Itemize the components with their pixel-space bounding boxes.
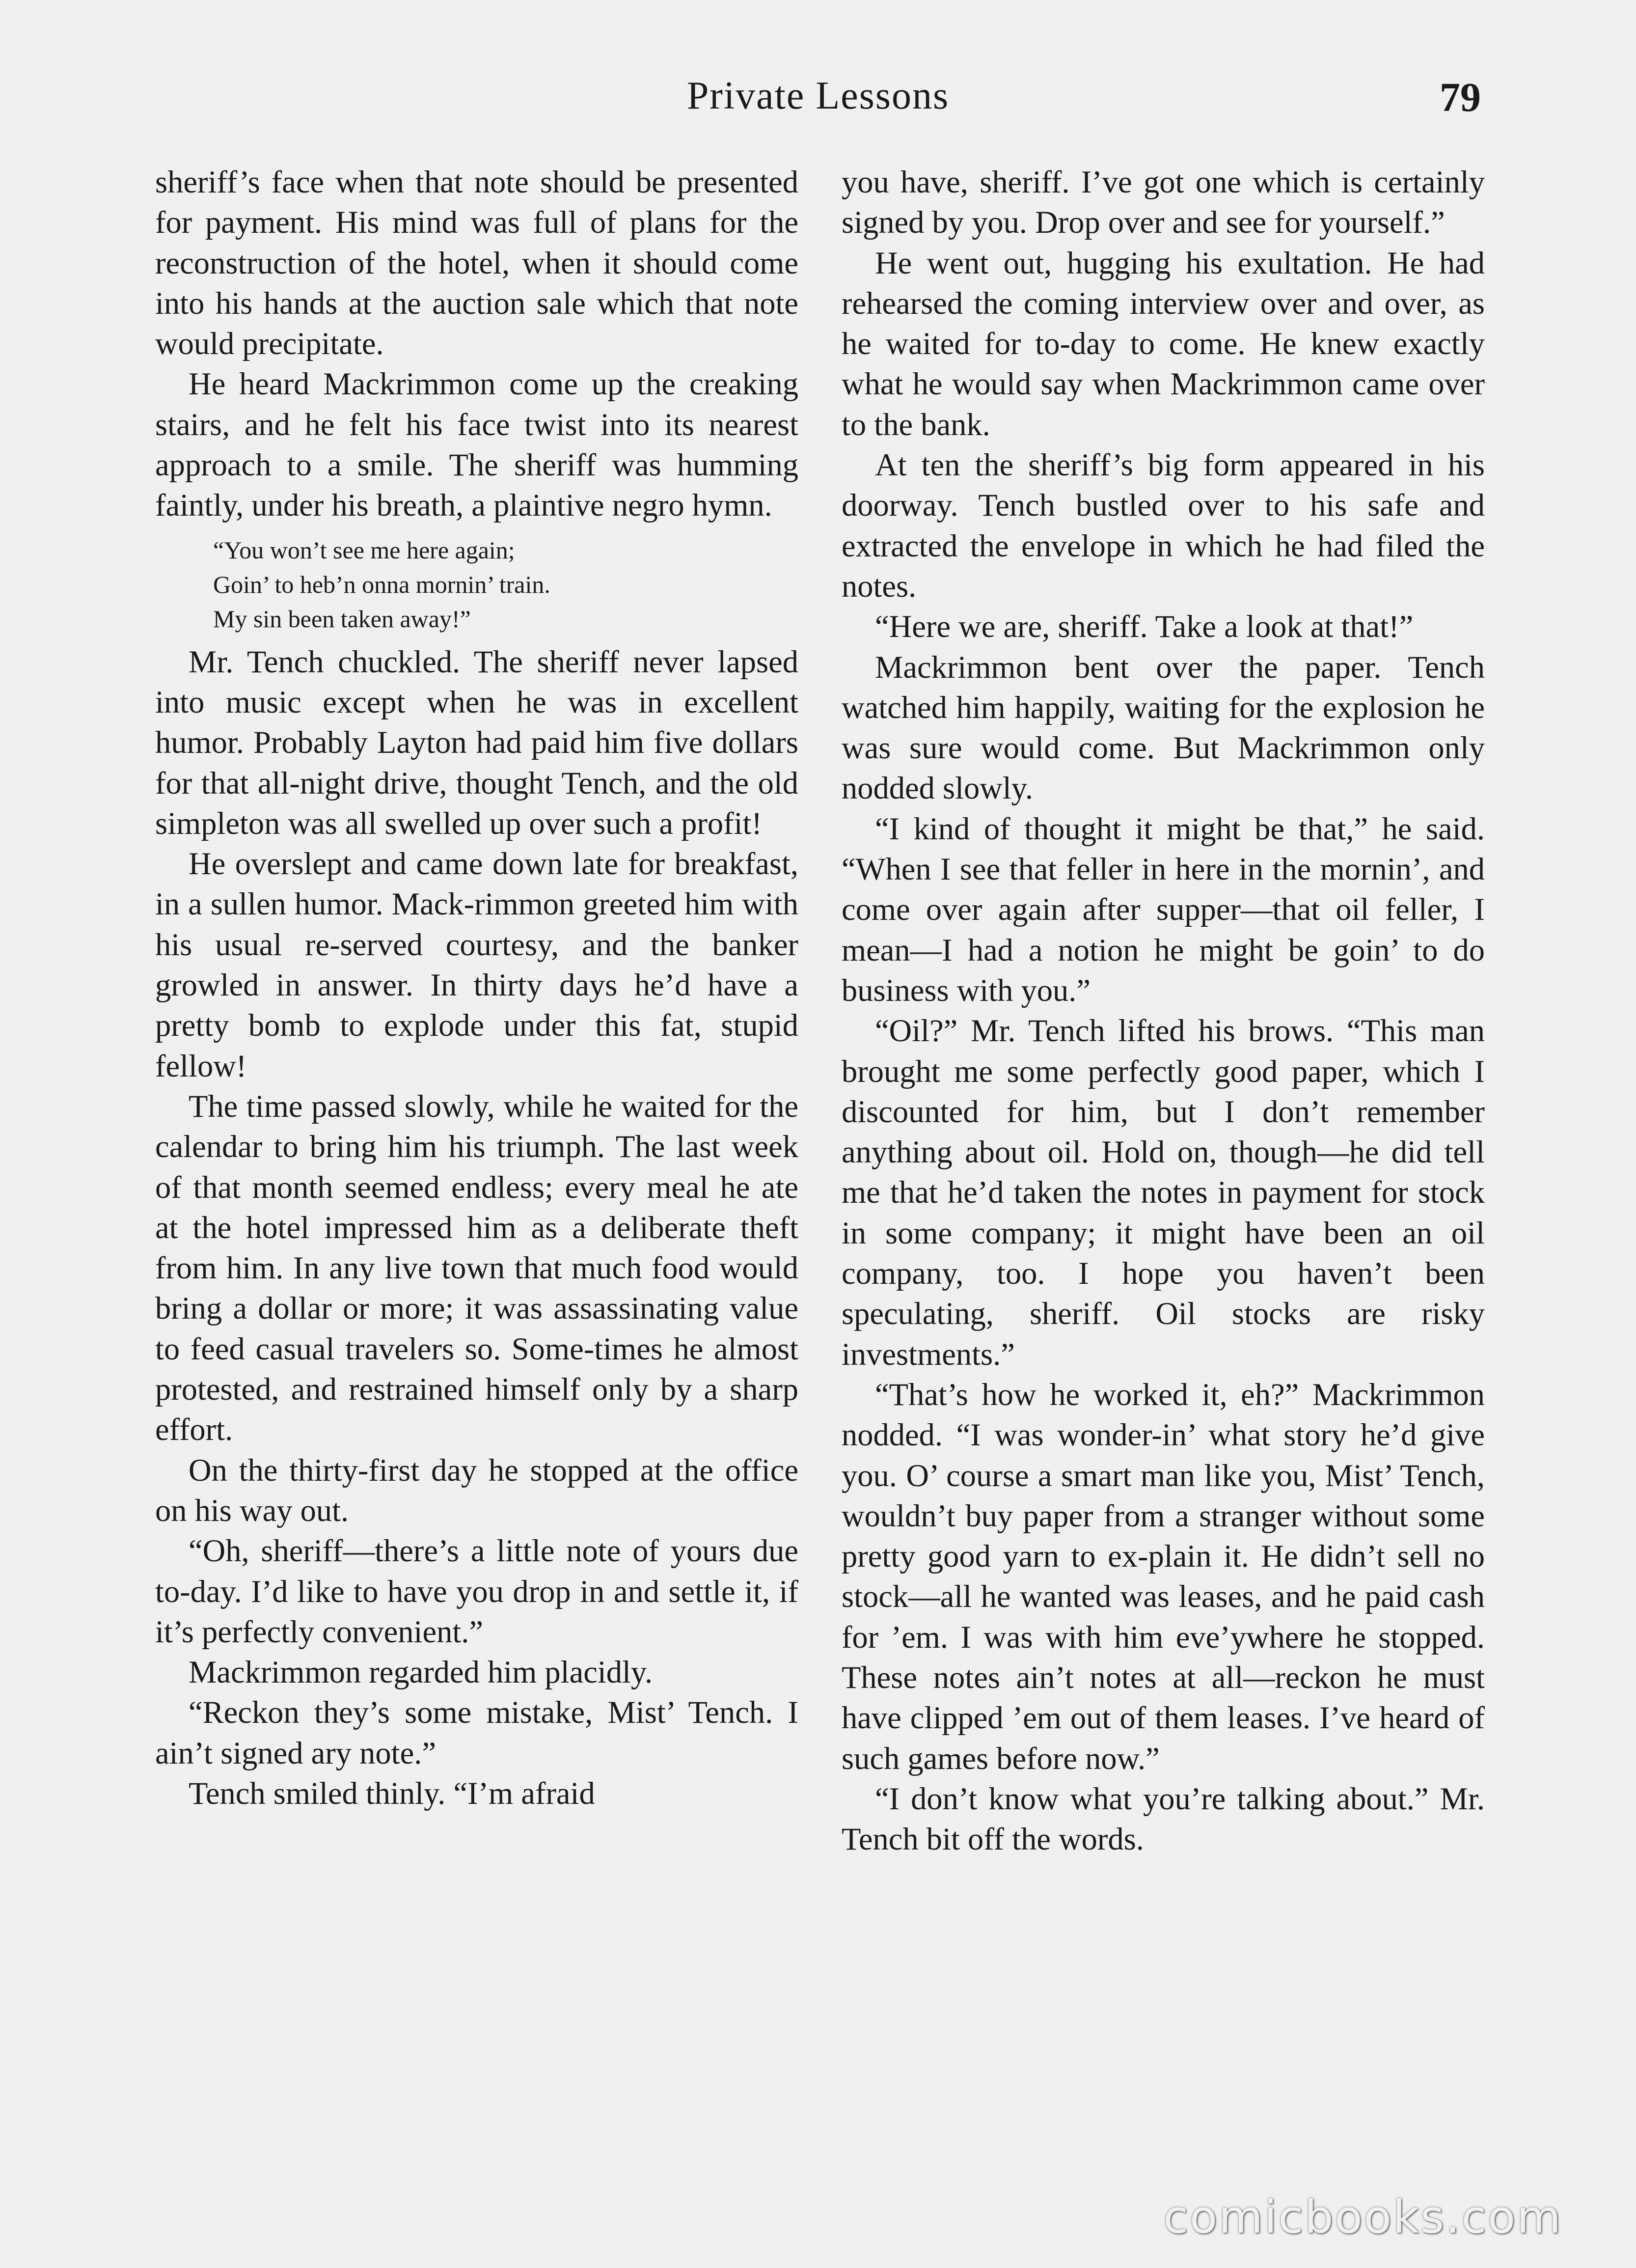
paragraph: At ten the sheriff’s big form appeared in his doorway. Tench bustled over to his safe and extracted the envelope in which he had filed the notes. bbox=[842, 447, 1485, 604]
site-watermark: comicbooks.com bbox=[1163, 2191, 1562, 2243]
paragraph: “I kind of thought it might be that,” he said. “When I see that feller in here in the mornin’, and come over again after supper—that oil feller, I mean—I had a notion he might be goin’ to do business with you.” bbox=[842, 811, 1485, 1008]
paragraph: The time passed slowly, while he waited for the calendar to bring him his triumph. The last week of that month seemed endless; every meal he ate at the hotel impressed him as a deliberate theft from him. In any live town that much food would bring a dollar or more; it was assassinating value to feed casual travelers so. Some-times he almost protested, and restrained himself only by a sharp effort. bbox=[155, 1088, 798, 1447]
paragraph: sheriff’s face when that note should be presented for payment. His mind was full of plans for the reconstruction of the hotel, when it should come into his hands at the auction sale which that note would precipitate. bbox=[155, 165, 798, 361]
verse-line: Goin’ to heb’n onna mornin’ train. bbox=[213, 570, 550, 598]
paragraph: you have, sheriff. I’ve got one which is certainly signed by you. Drop over and see for yourself.” bbox=[842, 165, 1485, 240]
paragraph: On the thirty-first day he stopped at the office on his way out. bbox=[155, 1452, 798, 1528]
paragraph: “That’s how he worked it, eh?” Mackrimmon nodded. “I was wonder-in’ what story he’d give you. O’ course a smart man like you, Mist’ Tench, wouldn’t buy paper from a stranger without some pretty good yarn to ex-plain it. He didn’t sell no stock—all he wanted was leases, and he paid cash for ’em. I was with him eve’ywhere he stopped. These notes ain’t notes at all—reckon he must have clipped ’em out of them leases. I’ve heard of such games before now.” bbox=[842, 1377, 1485, 1776]
paragraph: “I don’t know what you’re talking about.” Mr. Tench bit off the words. bbox=[842, 1781, 1485, 1857]
paragraph: Mackrimmon regarded him placidly. bbox=[189, 1655, 653, 1690]
paragraph: “Oil?” Mr. Tench lifted his brows. “This man brought me some perfectly good paper, which I discounted for him, but I don’t remember anything about oil. Hold on, though—he did tell me that he’d taken the notes in payment for stock in some company; it might have been an oil company, too. I hope you haven’t been speculating, sheriff. Oil stocks are risky investments.” bbox=[842, 1013, 1485, 1372]
paragraph: He went out, hugging his exultation. He had rehearsed the coming interview over and over, as he waited for to-day to come. He knew exactly what he would say when Mackrimmon came over to the bank. bbox=[842, 245, 1485, 442]
paragraph: He overslept and came down late for breakfast, in a sullen humor. Mack-rimmon greeted him with his usual re-served courtesy, and the banker growled in answer. In thirty days he’d have a pretty bomb to explode under this fat, stupid fellow! bbox=[155, 846, 798, 1083]
left-column bbox=[155, 162, 798, 1814]
page-number: 79 bbox=[1440, 75, 1481, 120]
paragraph: “Oh, sheriff—there’s a little note of yours due to-day. I’d like to have you drop in and settle it, if it’s perfectly convenient.” bbox=[155, 1533, 798, 1649]
paragraph: Mackrimmon bent over the paper. Tench watched him happily, waiting for the explosion he was sure would come. But Mackrimmon only nodded slowly. bbox=[842, 649, 1485, 806]
verse-line: My sin been taken away!” bbox=[213, 605, 471, 633]
right-column bbox=[842, 162, 1485, 1859]
paragraph: “Reckon they’s some mistake, Mist’ Tench. I ain’t signed ary note.” bbox=[155, 1695, 798, 1770]
paragraph: He heard Mackrimmon come up the creaking stairs, and he felt his face twist into its nearest approach to a smile. The sheriff was humming faintly, under his breath, a plaintive negro hymn. bbox=[155, 366, 798, 523]
paragraph: Tench smiled thinly. “I’m afraid bbox=[189, 1775, 595, 1811]
page-header bbox=[155, 74, 1481, 138]
verse-line: “You won’t see me here again; bbox=[213, 536, 515, 564]
running-title: Private Lessons bbox=[686, 74, 950, 117]
paragraph: Mr. Tench chuckled. The sheriff never lapsed into music except when he was in excellent humor. Probably Layton had paid him five dollars for that all-night drive, thought Tench, and the old simpleton was all swelled up over such a profit! bbox=[155, 644, 798, 841]
hymn-verse bbox=[155, 533, 798, 636]
paragraph: “Here we are, sheriff. Take a look at that!” bbox=[875, 609, 1414, 644]
